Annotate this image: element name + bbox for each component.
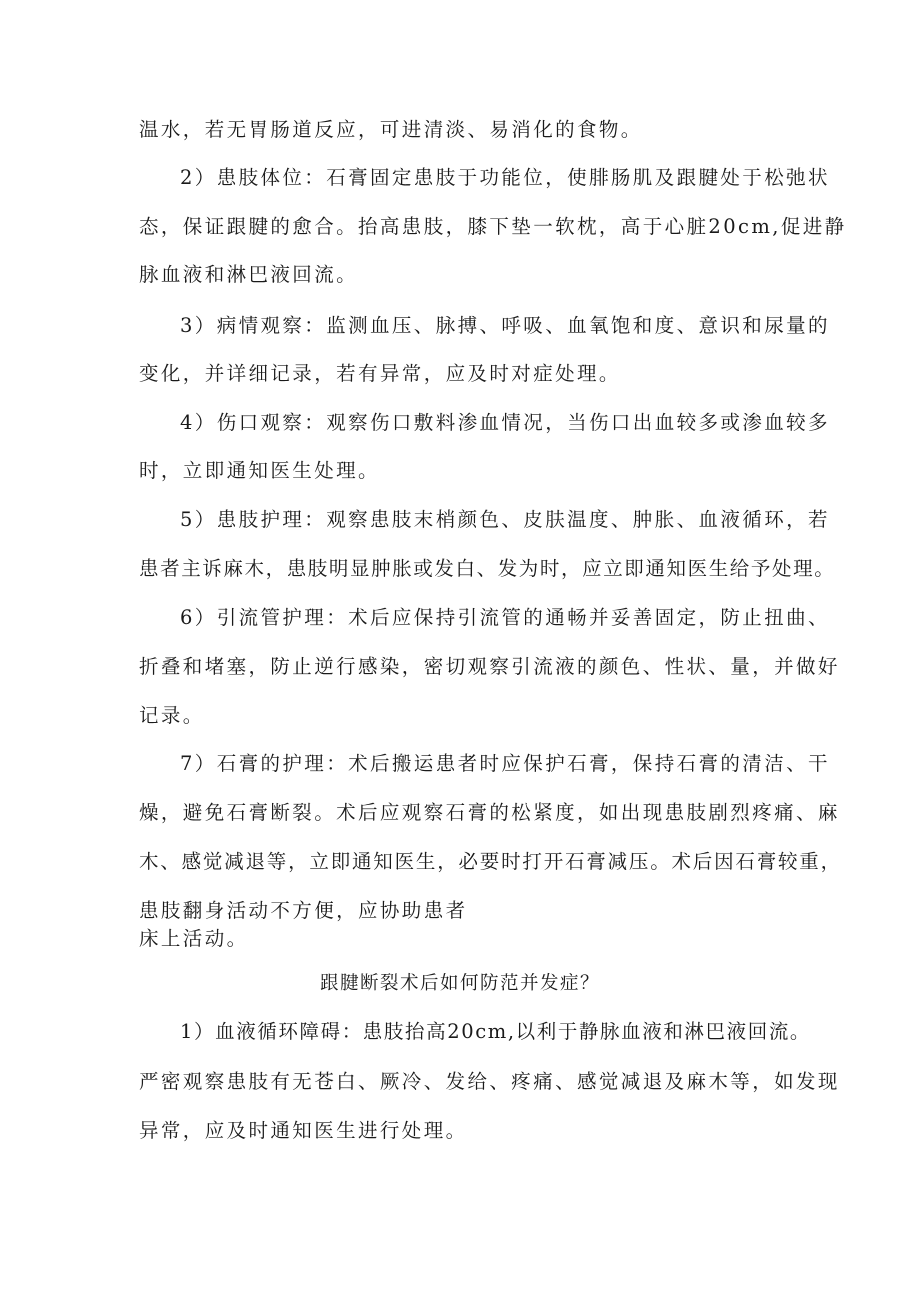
text-line: 燥，避免石膏断裂。术后应观察石膏的松紧度，如出现患肢剧烈疼痛、麻 (139, 801, 840, 824)
text-line: 时，立即通知医生处理。 (139, 459, 380, 482)
text-line: 折叠和堵塞，防止逆行感染，密切观察引流液的颜色、性状、量，并做好 (139, 655, 840, 678)
text-line: 2）患肢体位：石膏固定患肢于功能位，使腓肠肌及跟腱处于松弛状 (180, 166, 830, 189)
text-line: 脉血液和淋巴液回流。 (139, 263, 359, 286)
text-line: 3）病情观察：监测血压、脉搏、呼吸、血氧饱和度、意识和尿量的 (180, 314, 830, 337)
text-line: 1）血液循环障碍：患肢抬高20cm,以利于静脉血液和淋巴液回流。 (180, 1020, 812, 1043)
text-line: 7）石膏的护理：术后搬运患者时应保护石膏，保持石膏的清洁、干 (180, 752, 830, 775)
text-line: 6）引流管护理：术后应保持引流管的通畅并妥善固定，防止扭曲、 (180, 606, 830, 629)
section-heading: 跟腱断裂术后如何防范并发症？ (319, 973, 600, 994)
text-line: 木、感觉减退等，立即通知医生，必要时打开石膏减压。术后因石膏较重， (139, 850, 842, 873)
text-line: 患肢翻身活动不方便，应协助患者 (139, 899, 468, 922)
text-line: 异常，应及时通知医生进行处理。 (139, 1119, 468, 1142)
text-line: 4）伤口观察：观察伤口敷料渗血情况，当伤口出血较多或渗血较多 (180, 411, 830, 434)
text-line: 患者主诉麻木，患肢明显肿胀或发白、发为时，应立即通知医生给予处理。 (139, 557, 836, 580)
text-line: 态，保证跟腱的愈合。抬高患肢，膝下垫一软枕，高于心脏20cm,促进静 (139, 215, 847, 238)
text-line: 温水，若无胃肠道反应，可进清淡、易消化的食物。 (139, 118, 643, 141)
text-line: 5）患肢护理：观察患肢末梢颜色、皮肤温度、肿胀、血液循环，若 (180, 508, 830, 531)
text-line: 床上活动。 (139, 927, 249, 950)
text-line: 记录。 (139, 704, 205, 727)
text-line: 严密观察患肢有无苍白、厥冷、发给、疼痛、感觉减退及麻木等，如发现 (139, 1070, 840, 1093)
text-line: 变化，并详细记录，若有异常，应及时对症处理。 (139, 362, 621, 385)
